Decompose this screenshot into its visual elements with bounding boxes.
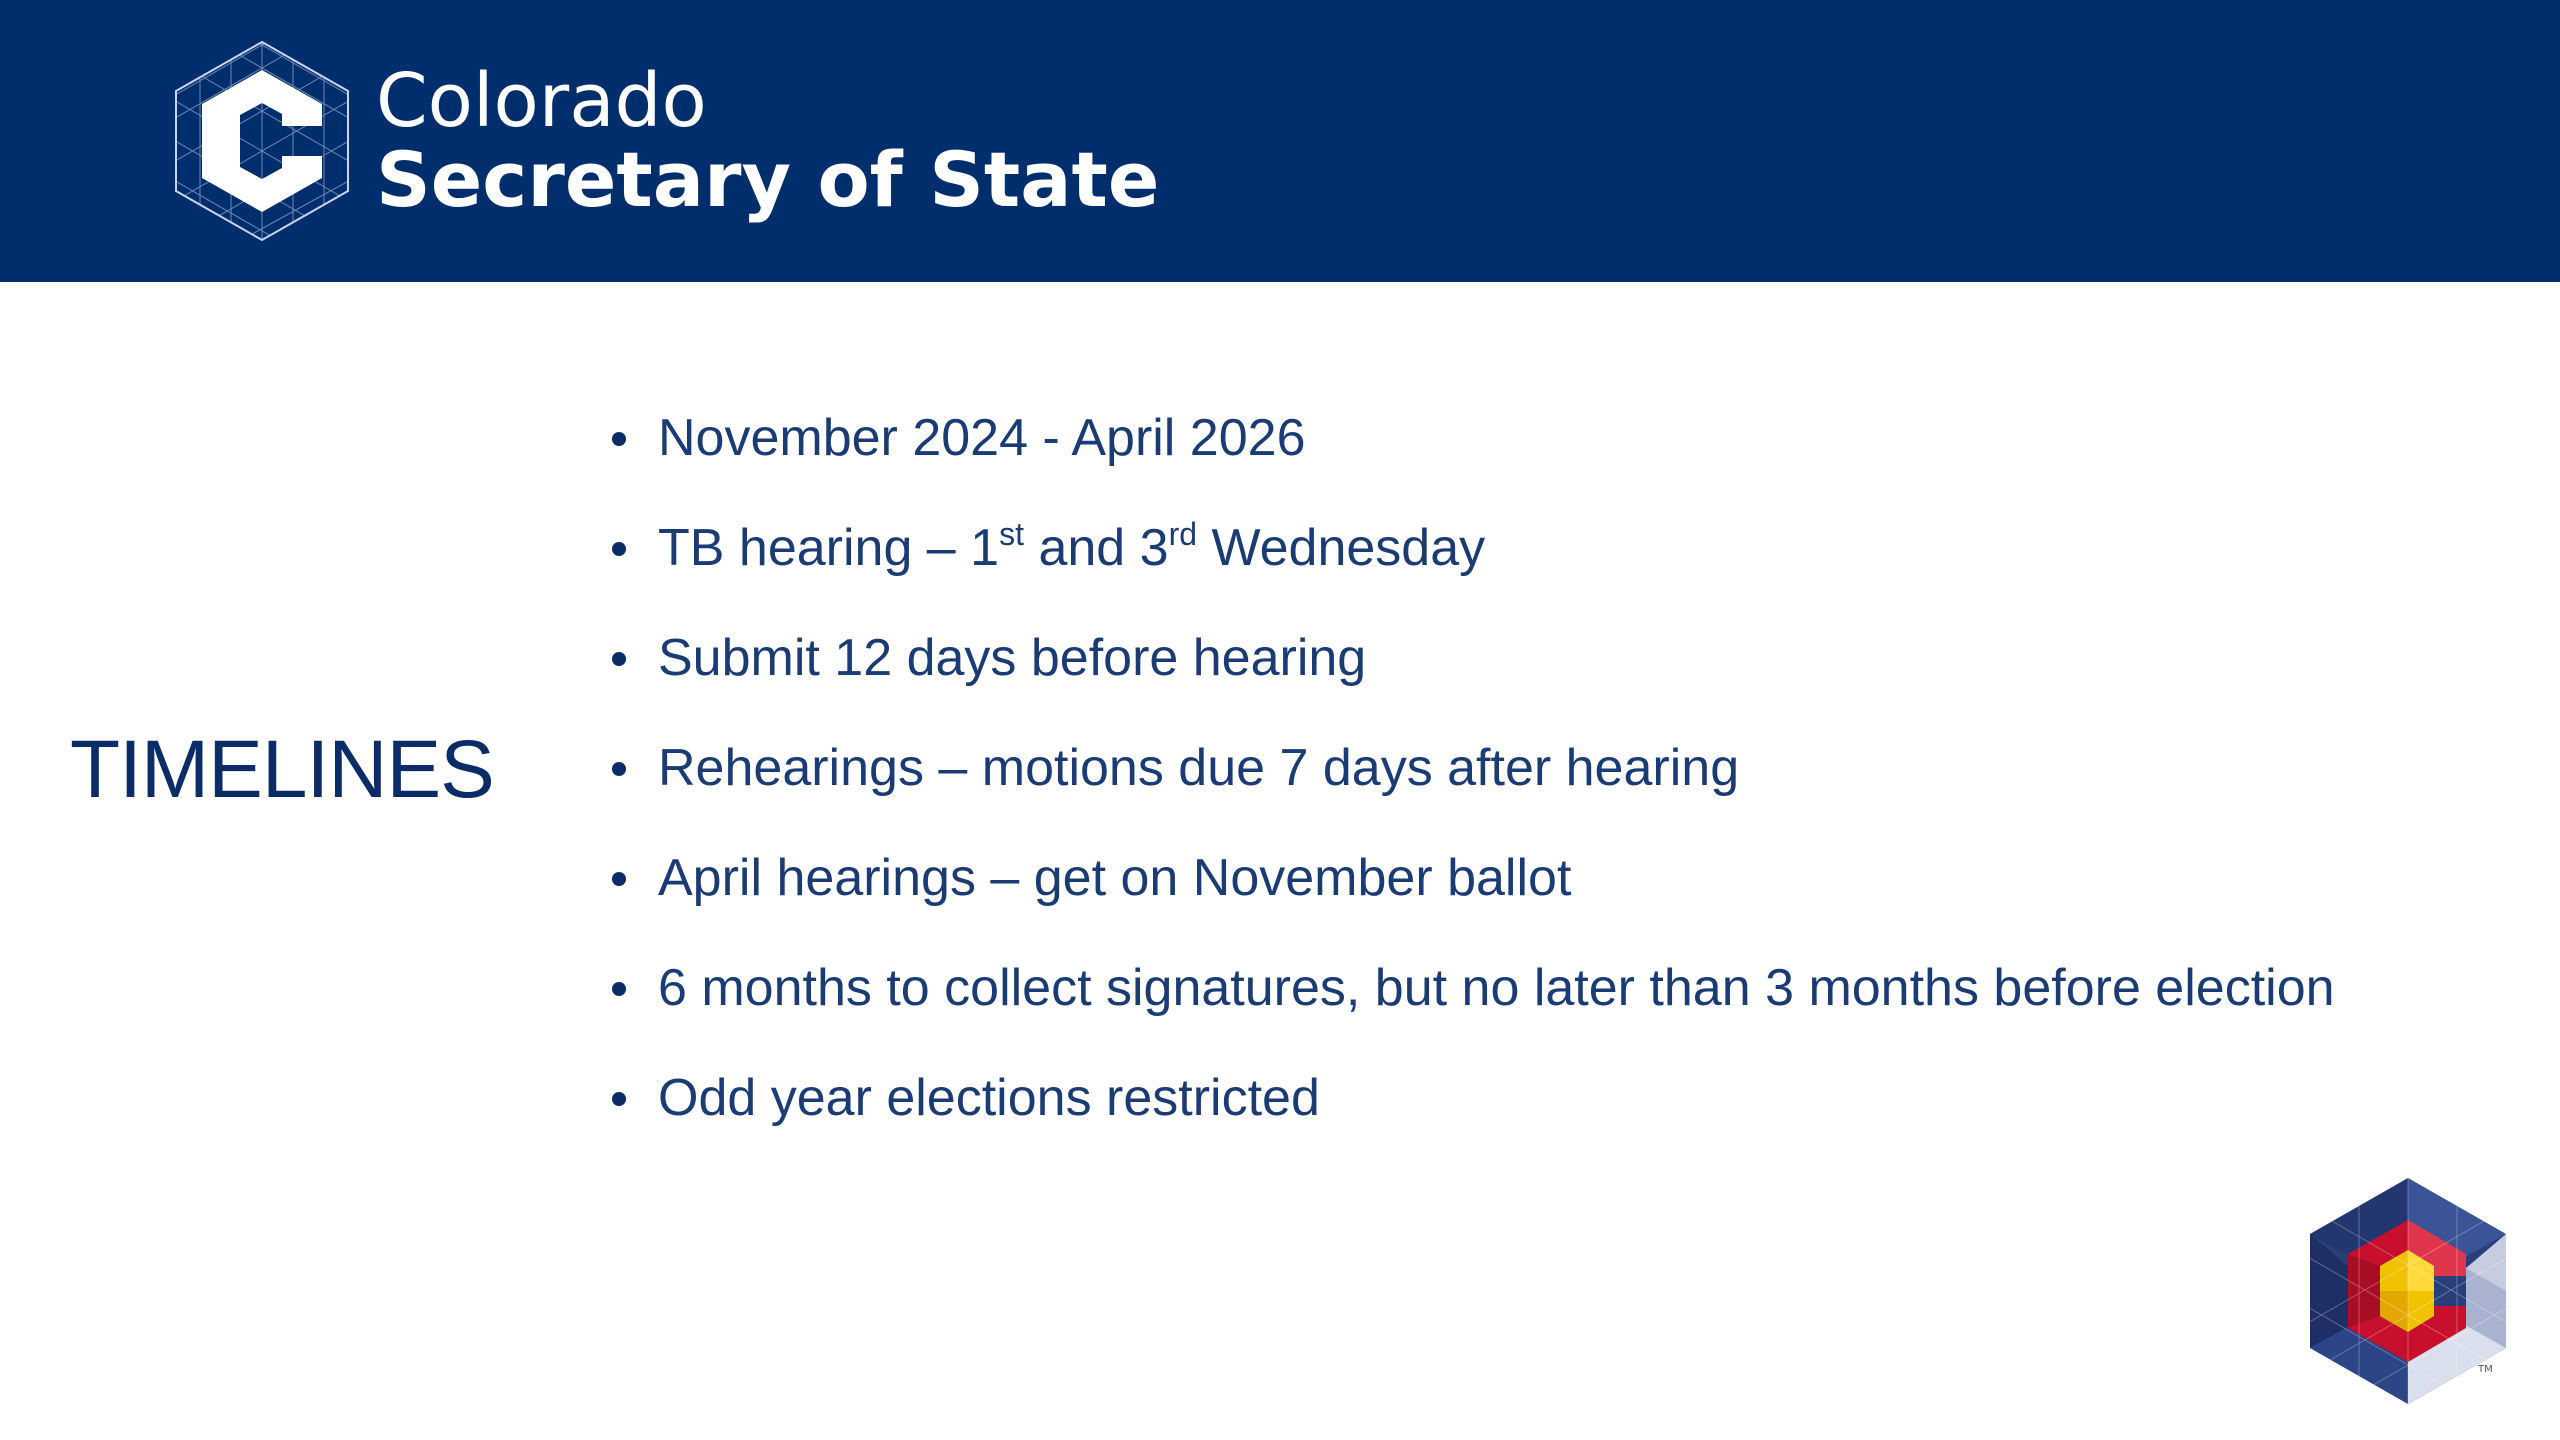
bullet-text: November 2024 - April 2026 [658,409,1306,467]
brand-name-colorado: Colorado [376,58,707,144]
bullet-text: 6 months to collect signatures, but no later than 3 months before election [658,959,2335,1017]
bullet-text: Rehearings – motions due 7 days after hearing [658,739,1740,797]
bullet-icon [612,1092,626,1106]
bullet-icon [612,872,626,886]
colorado-c-logo-icon [170,38,354,244]
bullet-icon [612,762,626,776]
bullet-text-part: Wednesday [1197,519,1486,577]
bullet-text: Submit 12 days before hearing [658,629,1367,687]
bullet-text: Odd year elections restricted [658,1069,1320,1127]
ordinal-suffix: st [999,516,1024,552]
bullet-icon [612,542,626,556]
bullet-text: April hearings – get on November ballot [658,849,1572,907]
bullet-icon [612,982,626,996]
bullet-text-part: and 3 [1024,519,1169,577]
bullet-icon [612,652,626,666]
ordinal-suffix: rd [1168,516,1198,552]
bullet-text-part: TB hearing – 1 [658,519,1000,577]
header-banner [0,0,2560,282]
bullet-text [658,508,1485,588]
trademark-label: TM [2478,1364,2493,1375]
section-title: TIMELINES [70,724,494,815]
bullet-icon [612,432,626,446]
brand-name-secretary-of-state: Secretary of State [376,135,1160,224]
